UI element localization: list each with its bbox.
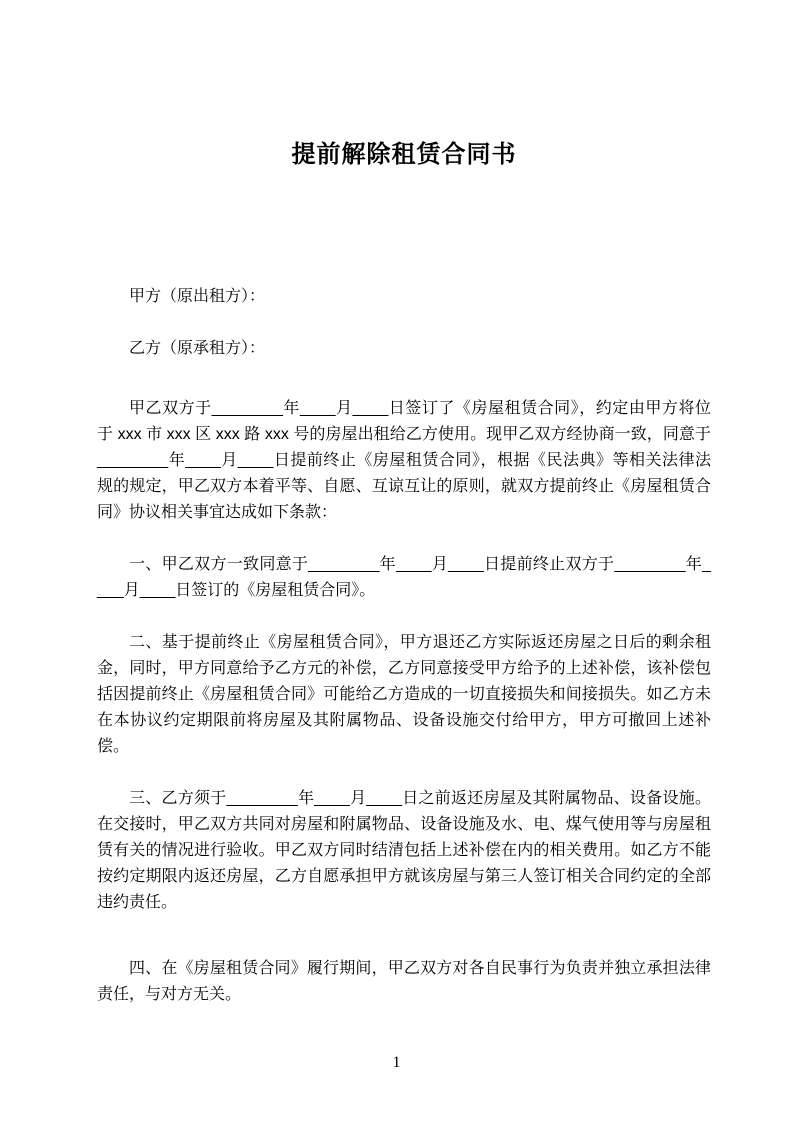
- document-body: [97, 0, 711, 1008]
- party-a-label: 甲方（原出租方）：: [129, 288, 266, 305]
- document-title: 提前解除租赁合同书: [291, 141, 517, 168]
- intro-paragraph: 甲乙双方于________年____月____日签订了《房屋租赁合同》，约定由甲方将位于 xxx 市 xxx 区 xxx 路 xxx 号的房屋出租给乙方使用。现甲乙双方经协商一致，同意于________年____月____日提前终止《房屋租赁合同》，根据《民法典》等相关法律法规的规定，甲乙双方本着平等、自愿、互谅互让的原则，就双方提前终止《房屋租赁合同》协议相关事宜达成如下条款：: [97, 400, 711, 521]
- contract-clause-4: 四、在《房屋租赁合同》履行期间，甲乙双方对各自民事行为负责并独立承担法律责任，与对方无关。: [97, 960, 711, 1003]
- contract-clause-2: 二、基于提前终止《房屋租赁合同》，甲方退还乙方实际返还房屋之日后的剩余租金，同时，甲方同意给予乙方元的补偿，乙方同意接受甲方给予的上述补偿，该补偿包括因提前终止《房屋租赁合同》可能给乙方造成的一切直接损失和间接损失。如乙方未在本协议约定期限前将房屋及其附属物品、设备设施交付给甲方，甲方可撤回上述补偿。: [97, 634, 711, 755]
- party-b-label: 乙方（原承租方）：: [129, 340, 266, 357]
- contract-clause-1: 一、甲乙双方一致同意于________年____月____日提前终止双方于________年____月____日签订的《房屋租赁合同》。: [97, 556, 711, 599]
- page-number: 1: [392, 1054, 401, 1071]
- contract-clause-3: 三、乙方须于________年____月____日之前返还房屋及其附属物品、设备设施。在交接时，甲乙双方共同对房屋和附属物品、设备设施及水、电、煤气使用等与房屋租赁有关的情况进行验收。甲乙双方同时结清包括上述补偿在内的相关费用。如乙方不能按约定期限内返还房屋，乙方自愿承担甲方就该房屋与第三人签订相关合同约定的全部违约责任。: [97, 790, 711, 911]
